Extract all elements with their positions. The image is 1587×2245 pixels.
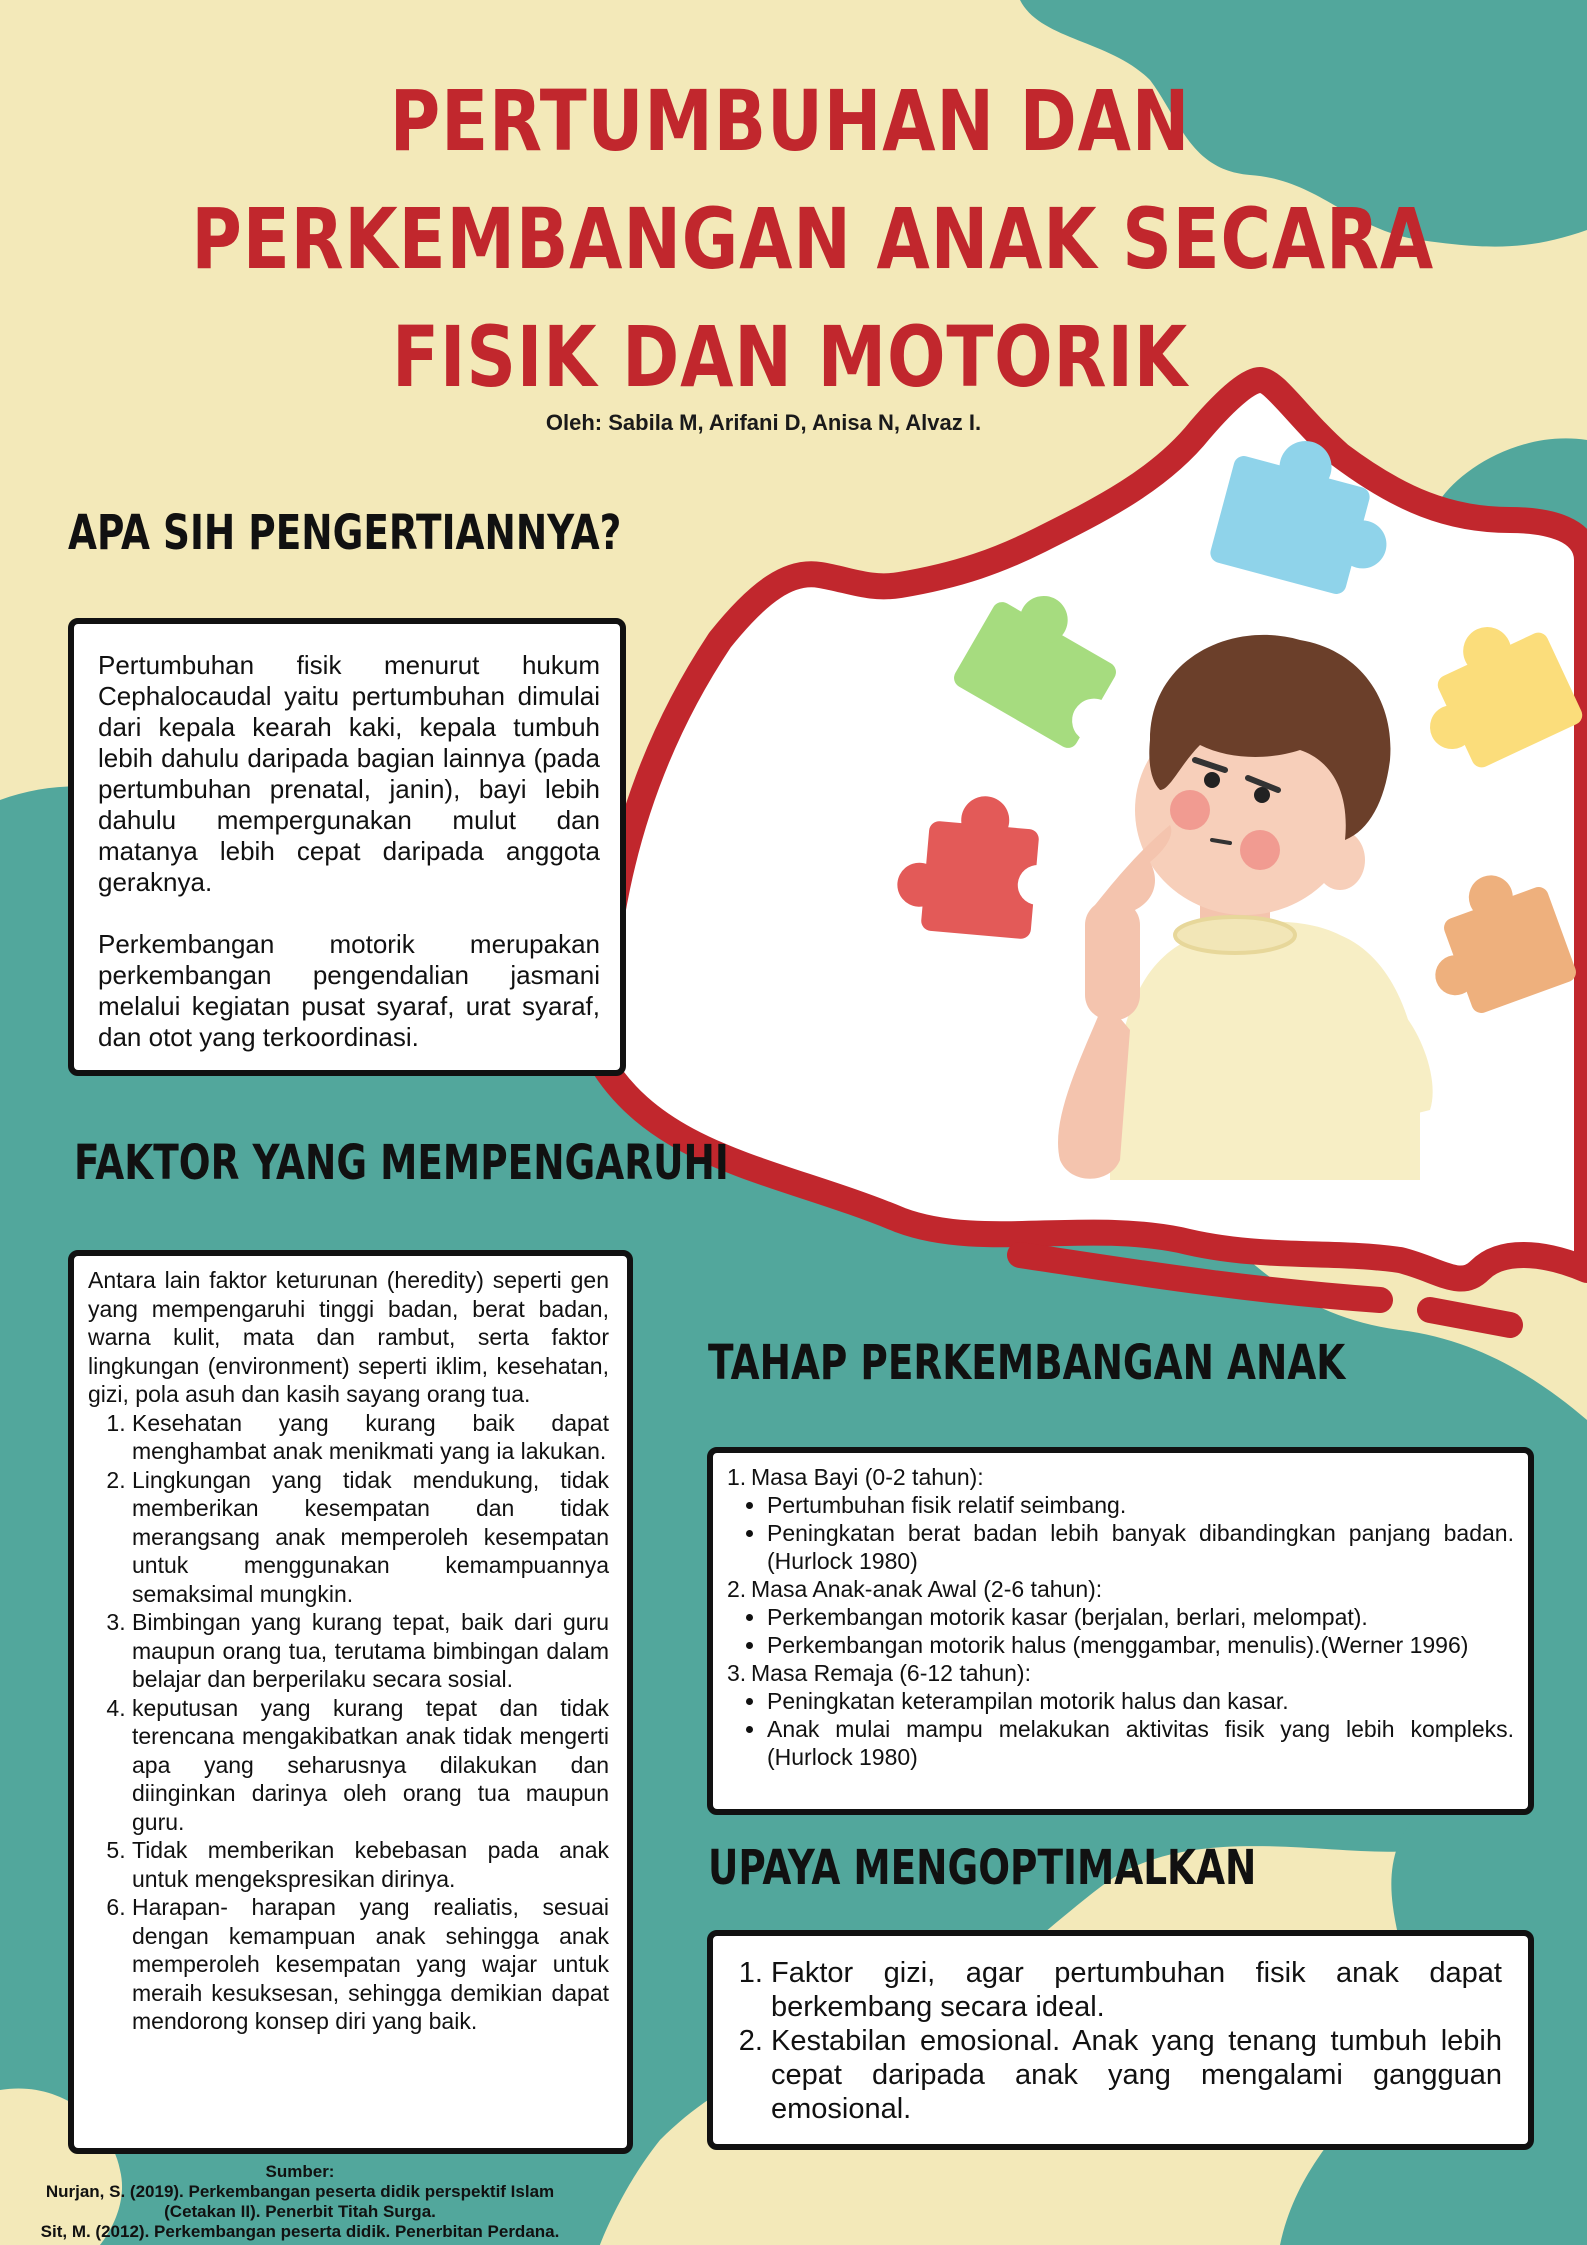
- stage-number: 1.: [727, 1464, 747, 1490]
- tahap-list: [727, 1463, 1514, 1771]
- stage-bullets: [727, 1491, 1514, 1575]
- faktor-item: 4. keputusan yang kurang tepat dan tidak terencana mengakibatkan anak tidak mengerti apa yang seharusnya dilakukan dan diinginkan darinya oleh orang tua maupun guru.: [132, 1694, 609, 1837]
- source-line: Nurjan, S. (2019). Perkembangan peserta didik perspektif Islam: [45, 2182, 555, 2201]
- stage-number: 3.: [727, 1660, 747, 1686]
- title-line-2: PERKEMBANGAN ANAK SECARA: [191, 190, 1435, 288]
- stage-title-row: [727, 1463, 1514, 1491]
- sources-label: Sumber:: [265, 2162, 335, 2181]
- faktor-item: 6. Harapan- harapan yang realiatis, sesuai dengan kemampuan anak sehingga anak memperoleh kesempatan yang wajar untuk meraih kesuksesan, sehingga demikian dapat mendorong konsep diri yang baik.: [132, 1893, 609, 2036]
- pengertian-paragraph-1: Pertumbuhan fisik menurut hukum Cephalocaudal yaitu pertumbuhan dimulai dari kepala kearah kaki, kepala tumbuh lebih dahulu daripada bagian lainnya (pada pertumbuhan prenatal, janin), bayi lebih dahulu mempergunakan mulut dan matanya lebih cepat daripada anggota geraknya.: [98, 650, 600, 897]
- stage-bullet: • Pertumbuhan fisik relatif seimbang.: [767, 1491, 1514, 1519]
- heading-faktor: FAKTOR YANG MEMPENGARUHI: [74, 1135, 729, 1191]
- faktor-list: [88, 1409, 609, 2036]
- source-line: (Cetakan II). Penerbit Titah Surga.: [164, 2202, 436, 2221]
- faktor-item: 5. Tidak memberikan kebebasan pada anak untuk mengekspresikan dirinya.: [132, 1836, 609, 1893]
- stage-bullet: • Anak mulai mampu melakukan aktivitas fisik yang lebih kompleks. (Hurlock 1980): [767, 1715, 1514, 1771]
- upaya-list: [727, 1956, 1502, 2126]
- poster-title: [60, 62, 1520, 416]
- stage-title: Masa Bayi (0-2 tahun):: [751, 1464, 984, 1490]
- source-line: Sit, M. (2012). Perkembangan peserta didik. Penerbitan Perdana.: [40, 2222, 560, 2241]
- pengertian-paragraph-2: Perkembangan motorik merupakan perkembangan pengendalian jasmani melalui kegiatan pusat syaraf, urat syaraf, dan otot yang terkoordinasi.: [98, 929, 600, 1052]
- faktor-item: 2. Lingkungan yang tidak mendukung, tidak memberikan kesempatan dan tidak merangsang anak memperoleh kesempatan untuk menggunakan kemampuannya semaksimal mungkin.: [132, 1466, 609, 1609]
- stage-bullet: • Perkembangan motorik kasar (berjalan, berlari, melompat).: [767, 1603, 1514, 1631]
- sources: [0, 2162, 600, 2242]
- stage-2: [727, 1575, 1514, 1659]
- burst-stroke-2: [1430, 1310, 1510, 1325]
- stage-1: [727, 1463, 1514, 1575]
- authors-text: Oleh: Sabila M, Arifani D, Anisa N, Alvaz I.: [545, 410, 982, 435]
- upaya-item: 2. Kestabilan emosional. Anak yang tenang tumbuh lebih cepat daripada anak yang mengalami gangguan emosional.: [771, 2024, 1502, 2126]
- title-line-3: FISIK DAN MOTORIK: [391, 308, 1189, 406]
- upaya-item: 1. Faktor gizi, agar pertumbuhan fisik anak dapat berkembang secara ideal.: [771, 1956, 1502, 2024]
- stage-bullets: [727, 1687, 1514, 1771]
- stage-bullet: • Perkembangan motorik halus (menggambar, menulis).(Werner 1996): [767, 1631, 1514, 1659]
- heading-upaya: UPAYA MENGOPTIMALKAN: [708, 1840, 1257, 1896]
- heading-tahap: TAHAP PERKEMBANGAN ANAK: [708, 1335, 1346, 1391]
- faktor-box: [68, 1250, 633, 2154]
- title-line-1: PERTUMBUHAN DAN: [389, 72, 1191, 170]
- upaya-box: [707, 1930, 1534, 2150]
- stage-title-row: [727, 1659, 1514, 1687]
- stage-bullet: • Peningkatan berat badan lebih banyak dibandingkan panjang badan. (Hurlock 1980): [767, 1519, 1514, 1575]
- stage-title-row: [727, 1575, 1514, 1603]
- tahap-box: [707, 1447, 1534, 1815]
- faktor-intro: Antara lain faktor keturunan (heredity) seperti gen yang mempengaruhi tinggi badan, berat badan, warna kulit, mata dan rambut, serta faktor lingkungan (environment) seperti iklim, kesehatan, gizi, pola asuh dan kasih sayang orang tua.: [88, 1267, 609, 1407]
- heading-pengertian: APA SIH PENGERTIANNYA?: [68, 505, 622, 561]
- stage-bullet: • Peningkatan keterampilan motorik halus dan kasar.: [767, 1687, 1514, 1715]
- stage-3: [727, 1659, 1514, 1771]
- pengertian-box: [68, 618, 626, 1076]
- stage-number: 2.: [727, 1576, 747, 1602]
- faktor-item: 1. Kesehatan yang kurang baik dapat menghambat anak menikmati yang ia lakukan.: [132, 1409, 609, 1466]
- stage-title: Masa Anak-anak Awal (2-6 tahun):: [751, 1576, 1103, 1602]
- faktor-item: 3. Bimbingan yang kurang tepat, baik dari guru maupun orang tua, terutama bimbingan dalam belajar dan berperilaku secara sosial.: [132, 1608, 609, 1694]
- stage-title: Masa Remaja (6-12 tahun):: [751, 1660, 1031, 1686]
- stage-bullets: [727, 1603, 1514, 1659]
- authors-line: [0, 410, 1587, 436]
